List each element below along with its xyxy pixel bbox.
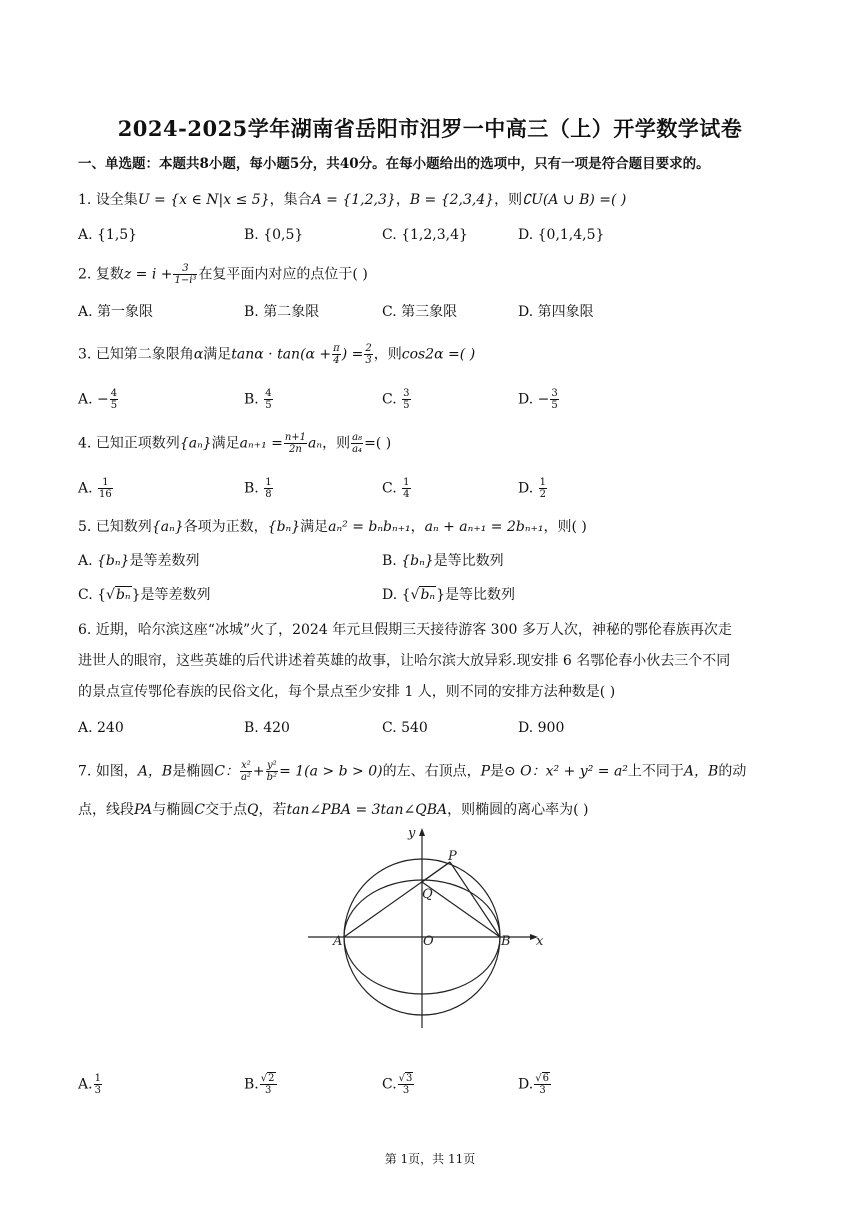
question-number: 7. bbox=[78, 763, 92, 780]
denominator: b² bbox=[266, 772, 278, 783]
fraction bbox=[110, 388, 118, 411]
numerator: 1 bbox=[539, 477, 547, 488]
numerator: 1 bbox=[265, 477, 272, 488]
question-7-option-a bbox=[78, 1073, 103, 1096]
stem-text: 在复平面内对应的点位于( ) bbox=[198, 266, 368, 283]
denominator: 3 bbox=[365, 355, 372, 366]
denominator: 5 bbox=[551, 400, 558, 411]
math-expression: C： bbox=[214, 763, 239, 780]
question-7-line-2 bbox=[78, 800, 589, 820]
option-label: D. bbox=[518, 1076, 534, 1093]
page-footer: 第 1页，共 11页 bbox=[384, 1152, 476, 1166]
fraction bbox=[351, 432, 363, 455]
question-1-option-b: B. {0,5} bbox=[244, 227, 304, 243]
fraction bbox=[98, 477, 113, 500]
math-expression: aₙ + aₙ₊₁ = 2bₙ₊₁ bbox=[424, 519, 544, 535]
segment-qb bbox=[422, 882, 500, 937]
stem-text: ，则 bbox=[322, 435, 351, 452]
math-expression: PA bbox=[134, 802, 153, 818]
question-6-option-d: D. 900 bbox=[518, 720, 565, 736]
math-expression: A，B bbox=[683, 763, 719, 780]
question-5-option-d bbox=[382, 585, 515, 605]
numerator: 1 bbox=[403, 477, 410, 488]
math-expression: bₙ bbox=[115, 587, 131, 603]
fraction bbox=[284, 432, 307, 455]
numerator: √3 bbox=[398, 1073, 413, 1084]
section-heading-mid2: 分，共 bbox=[299, 156, 340, 172]
numerator: √6 bbox=[535, 1073, 549, 1084]
stem-text: 已知第二象限角 bbox=[95, 346, 194, 363]
stem-text: 点，线段 bbox=[78, 802, 134, 818]
segment-pb bbox=[450, 862, 500, 937]
question-3-option-a bbox=[78, 388, 119, 411]
numerator: 1 bbox=[94, 1073, 101, 1084]
denominator: 4 bbox=[333, 355, 340, 366]
denominator: 8 bbox=[265, 489, 272, 500]
stem-text: 各项为正数， bbox=[183, 519, 268, 535]
numerator: x² bbox=[241, 760, 251, 771]
math-expression: P bbox=[480, 763, 490, 780]
math-expression: U = {x ∈ N|x ≤ 5} bbox=[137, 192, 270, 208]
question-3-option-c bbox=[382, 388, 412, 411]
stem-text: 上不同于 bbox=[627, 763, 684, 780]
y-axis-arrow bbox=[419, 828, 425, 836]
stem-text: 满足 bbox=[300, 519, 329, 535]
option-label: D. bbox=[518, 480, 534, 497]
math-expression: + bbox=[252, 763, 265, 780]
math-expression: = 1(a > b > 0) bbox=[279, 763, 383, 780]
fraction bbox=[539, 477, 547, 500]
numerator: 3 bbox=[403, 388, 410, 399]
section-heading-tail: 分。在每小题给出的选项中，只有一项是符合题目要求的。 bbox=[358, 156, 710, 172]
stem-text: 是椭圆 bbox=[172, 763, 215, 780]
option-sign: − bbox=[97, 391, 109, 408]
fraction bbox=[266, 760, 278, 783]
fraction bbox=[402, 388, 410, 411]
option-text: 是等差数列 bbox=[129, 553, 200, 569]
label-x: x bbox=[536, 934, 544, 949]
question-7-option-c bbox=[382, 1073, 415, 1096]
fraction bbox=[534, 1073, 551, 1096]
denominator: 5 bbox=[110, 400, 118, 411]
denominator: 5 bbox=[265, 400, 272, 411]
question-6-option-a: A. 240 bbox=[78, 720, 124, 736]
numerator: √2 bbox=[260, 1073, 275, 1084]
sqrt-symbol: √ bbox=[410, 587, 420, 603]
math-expression: tanα · tan(α + bbox=[231, 346, 332, 363]
ellipse-circle-figure bbox=[300, 820, 560, 1035]
stem-text: ，则椭圆的离心率为( ) bbox=[447, 802, 589, 818]
stem-text: 已知正项数列 bbox=[95, 435, 180, 452]
denominator: 3 bbox=[94, 1085, 101, 1096]
fraction bbox=[550, 388, 558, 411]
stem-text: 的左、右顶点， bbox=[382, 763, 481, 780]
question-number: 4. bbox=[78, 435, 92, 452]
option-text: 是等比数列 bbox=[433, 553, 504, 569]
option-label: B. bbox=[244, 480, 259, 497]
question-1-option-d: D. {0,1,4,5} bbox=[518, 227, 605, 243]
question-7-line-1 bbox=[78, 760, 746, 783]
denominator: 2n bbox=[289, 444, 302, 455]
math-expression: tan∠PBA = 3tan∠QBA bbox=[286, 802, 448, 818]
math-expression: α bbox=[193, 346, 204, 363]
math-expression: ⊙ O：x² + y² = a² bbox=[504, 763, 628, 780]
numerator: 1 bbox=[98, 477, 113, 489]
question-5-option-c bbox=[78, 585, 211, 605]
stem-text: 与椭圆 bbox=[152, 802, 195, 818]
stem-text: 复数 bbox=[95, 266, 124, 283]
fraction bbox=[332, 343, 341, 366]
question-number: 1. bbox=[78, 192, 92, 208]
question-1-option-a: A. {1,5} bbox=[78, 227, 138, 243]
question-1-stem bbox=[78, 190, 626, 210]
fraction bbox=[260, 1073, 277, 1096]
question-7-option-b bbox=[244, 1073, 278, 1096]
numerator: a₈ bbox=[352, 432, 363, 443]
option-label: C. bbox=[382, 391, 397, 408]
fraction bbox=[364, 343, 372, 366]
option-text: }是等比数列 bbox=[436, 587, 516, 603]
question-5-option-a bbox=[78, 551, 199, 571]
numerator: y² bbox=[267, 760, 277, 771]
question-5-option-b bbox=[382, 551, 504, 571]
numerator: n+1 bbox=[284, 432, 307, 443]
fraction bbox=[173, 263, 197, 286]
stem-text: ，则 bbox=[494, 192, 523, 208]
question-number: 2. bbox=[78, 266, 92, 283]
stem-text: ，集合 bbox=[269, 192, 312, 208]
option-label: B. bbox=[244, 391, 259, 408]
fraction bbox=[264, 477, 272, 500]
total-score: 40 bbox=[339, 156, 359, 172]
question-4-option-d bbox=[518, 477, 548, 500]
question-count: 8 bbox=[199, 156, 209, 172]
label-o: O bbox=[423, 934, 434, 949]
math-expression: {bₙ} bbox=[401, 553, 434, 569]
stem-text: 满足 bbox=[203, 346, 232, 363]
per-question-score: 5 bbox=[289, 156, 300, 172]
stem-text: 交于点 bbox=[204, 802, 247, 818]
label-b: B bbox=[501, 934, 511, 949]
sqrt-symbol: √ bbox=[106, 587, 115, 603]
stem-text: 是 bbox=[490, 763, 504, 780]
option-label: C. bbox=[382, 480, 397, 497]
math-expression: ∁U(A ∪ B) =( ) bbox=[522, 192, 627, 208]
stem-text: ， bbox=[395, 192, 410, 208]
denominator: 4 bbox=[403, 489, 410, 500]
question-6-line-2: 进世人的眼帘，这些英雄的后代讲述着英雄的故事，让哈尔滨大放异彩.现安排 6 名鄂伦春小伙去三个不同 bbox=[78, 653, 731, 669]
stem-text: 如图， bbox=[95, 763, 138, 780]
segment-pq bbox=[422, 862, 450, 882]
option-label: C. { bbox=[78, 587, 107, 603]
option-label: A. bbox=[78, 1076, 93, 1093]
question-2-stem bbox=[78, 263, 368, 286]
math-expression: cos2α =( ) bbox=[401, 346, 476, 363]
radicand: 2 bbox=[268, 1073, 275, 1084]
denominator: 5 bbox=[403, 400, 410, 411]
label-y: y bbox=[408, 826, 416, 841]
stem-text: =( ) bbox=[364, 435, 392, 452]
option-text: }是等差数列 bbox=[131, 587, 211, 603]
math-expression: bₙ bbox=[420, 587, 436, 603]
denominator: 16 bbox=[99, 489, 112, 500]
stem-text: ，则 bbox=[373, 346, 402, 363]
fraction bbox=[264, 388, 272, 411]
option-label: D. bbox=[518, 391, 534, 408]
page-title: 2024-2025学年湖南省岳阳市汨罗一中高三（上）开学数学试卷 bbox=[117, 116, 743, 141]
numerator: 2 bbox=[365, 343, 372, 354]
numerator: 3 bbox=[173, 263, 197, 275]
question-6-option-c: C. 540 bbox=[382, 720, 428, 736]
numerator: 3 bbox=[551, 388, 558, 399]
math-expression: {bₙ} bbox=[267, 519, 301, 535]
section-heading-mid1: 小题，每小题 bbox=[208, 156, 290, 172]
question-3-option-d bbox=[518, 388, 560, 411]
option-label: A. bbox=[78, 480, 93, 497]
math-expression: Q bbox=[246, 802, 259, 818]
question-4-option-b bbox=[244, 477, 274, 500]
question-1-option-c: C. {1,2,3,4} bbox=[382, 227, 468, 243]
denominator: 3 bbox=[264, 1085, 272, 1096]
math-expression: A，B bbox=[137, 763, 173, 780]
question-5-stem bbox=[78, 517, 587, 537]
question-2-option-b: B. 第二象限 bbox=[244, 304, 320, 320]
fraction bbox=[398, 1073, 415, 1096]
label-a: A bbox=[333, 934, 343, 949]
option-label: D. { bbox=[382, 587, 411, 603]
question-2-option-c: C. 第三象限 bbox=[382, 304, 458, 320]
fraction bbox=[240, 760, 252, 783]
question-4-stem bbox=[78, 432, 391, 455]
stem-text: 已知数列 bbox=[95, 519, 152, 535]
math-expression: z = i + bbox=[123, 266, 173, 283]
label-q: Q bbox=[422, 887, 433, 902]
question-number: 3. bbox=[78, 346, 92, 363]
fraction bbox=[402, 477, 410, 500]
math-expression: ) = bbox=[341, 346, 364, 363]
option-label: A. bbox=[78, 553, 98, 569]
stem-text: 的动 bbox=[718, 763, 747, 780]
question-6-line-3: 的景点宣传鄂伦春族的民俗文化，每个景点至少安排 1 人，则不同的安排方法种数是( ) bbox=[78, 684, 616, 700]
denominator: 2 bbox=[539, 489, 547, 500]
stem-text: ，则( ) bbox=[543, 519, 587, 535]
math-expression: aₙ bbox=[308, 435, 323, 452]
numerator: π bbox=[333, 343, 340, 354]
question-6-line-1: 6. 近期，哈尔滨这座“冰城”火了，2024 年元旦假期三天接待游客 300 多万人次，神秘的鄂伦春族再次走 bbox=[78, 622, 732, 638]
denominator: 3 bbox=[539, 1085, 546, 1096]
radicand: 6 bbox=[542, 1073, 549, 1084]
denominator: a² bbox=[240, 772, 251, 783]
question-7-option-d bbox=[518, 1073, 552, 1096]
stem-text: 满足 bbox=[211, 435, 240, 452]
question-2-option-d: D. 第四象限 bbox=[518, 304, 594, 320]
option-sign: − bbox=[537, 391, 550, 408]
question-4-option-c bbox=[382, 477, 412, 500]
math-expression: aₙ₊₁ = bbox=[239, 435, 283, 452]
numerator: 4 bbox=[265, 388, 272, 399]
denominator: 1−i³ bbox=[174, 275, 197, 286]
math-expression: {aₙ} bbox=[151, 519, 184, 535]
question-2-option-a: A. 第一象限 bbox=[78, 304, 154, 320]
math-expression: {aₙ} bbox=[179, 435, 212, 452]
math-expression: A = {1,2,3} bbox=[311, 192, 396, 208]
denominator: 3 bbox=[402, 1085, 410, 1096]
option-label: B. bbox=[244, 1076, 259, 1093]
label-p: P bbox=[448, 849, 457, 864]
question-4-option-a bbox=[78, 477, 114, 500]
option-label: A. bbox=[78, 391, 93, 408]
math-expression: C bbox=[194, 802, 205, 818]
stem-text: ， bbox=[410, 519, 425, 535]
option-label: C. bbox=[382, 1076, 397, 1093]
question-3-stem bbox=[78, 343, 475, 366]
section-heading bbox=[78, 154, 710, 174]
math-expression: aₙ² = bₙbₙ₊₁ bbox=[328, 519, 411, 535]
fraction bbox=[94, 1073, 102, 1096]
stem-text: ，若 bbox=[258, 802, 287, 818]
numerator: 4 bbox=[110, 388, 118, 399]
question-6-option-b: B. 420 bbox=[244, 720, 290, 736]
radicand: 3 bbox=[406, 1073, 413, 1084]
math-expression: B = {2,3,4} bbox=[409, 192, 495, 208]
stem-text: 设全集 bbox=[95, 192, 138, 208]
math-expression: {bₙ} bbox=[97, 553, 130, 569]
question-3-option-b bbox=[244, 388, 274, 411]
section-heading-text: 一、单选题：本题共 bbox=[78, 156, 200, 172]
question-number: 5. bbox=[78, 519, 92, 535]
denominator: a₄ bbox=[352, 444, 363, 455]
option-label: B. bbox=[382, 553, 402, 569]
